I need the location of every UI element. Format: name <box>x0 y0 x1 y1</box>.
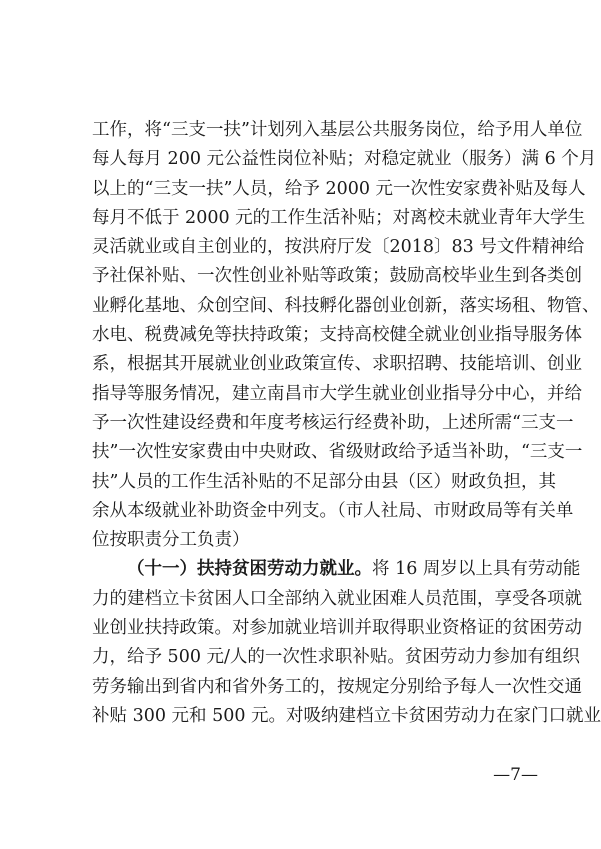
text-line: 劳务输出到省内和省外务工的，按规定分别给予每人一次性交通 <box>92 676 582 697</box>
text-line: 补贴 300 元和 500 元。对吸纳建档立卡贫困劳动力在家门口就业 <box>92 705 601 726</box>
section-heading: （十一）扶持贫困劳动力就业。 <box>127 559 372 580</box>
text-line: 水电、税费减免等扶持政策；支持高校健全就业创业指导服务体 <box>92 325 582 346</box>
text-line: 力，给予 500 元/人的一次性求职补贴。贫困劳动力参加有组织 <box>92 647 580 668</box>
text-line: 余从本级就业补助资金中列支。（市人社局、市财政局等有关单 <box>92 500 574 521</box>
section-heading-line <box>92 555 581 584</box>
text-line: 业创业扶持政策。对参加就业培训并取得职业资格证的贫困劳动 <box>92 618 582 639</box>
text-line: 力的建档立卡贫困人口全部纳入就业困难人员范围，享受各项就 <box>92 588 582 609</box>
text-line: 每人每月 200 元公益性岗位补贴；对稳定就业（服务）满 6 个月 <box>92 149 597 170</box>
text-line: 业孵化基地、众创空间、科技孵化器创业创新，落实场租、物管、 <box>92 295 600 316</box>
text-line: 系，根据其开展就业创业政策宣传、求职招聘、技能培训、创业 <box>92 354 582 375</box>
text-line: 予一次性建设经费和年度考核运行经费补助，上述所需“三支一 <box>92 412 574 433</box>
text-line: 予社保补贴、一次性创业补贴等政策；鼓励高校毕业生到各类创 <box>92 266 582 287</box>
text-line: 工作，将“三支一扶”计划列入基层公共服务岗位，给予用人单位 <box>92 120 583 140</box>
text-line: 灵活就业或自主创业的，按洪府厅发〔2018〕83 号文件精神给 <box>92 237 585 258</box>
text-line: 指导等服务情况，建立南昌市大学生就业创业指导分中心，并给 <box>92 383 582 404</box>
text-line: 每月不低于 2000 元的工作生活补贴；对离校未就业青年大学生 <box>92 207 586 228</box>
text-line: 位按职责分工负责） <box>92 530 250 551</box>
page-number: —7— <box>493 765 538 785</box>
text-line: 扶”一次性安家费由中央财政、省级财政给予适当补助，“三支一 <box>92 442 583 463</box>
text-line: 将 16 周岁以上具有劳动能 <box>372 559 581 580</box>
body-text <box>92 116 601 731</box>
text-line: 以上的“三支一扶”人员，给予 2000 元一次性安家费补贴及每人 <box>92 178 586 199</box>
text-line: 扶”人员的工作生活补贴的不足部分由县（区）财政负担，其 <box>92 471 556 492</box>
